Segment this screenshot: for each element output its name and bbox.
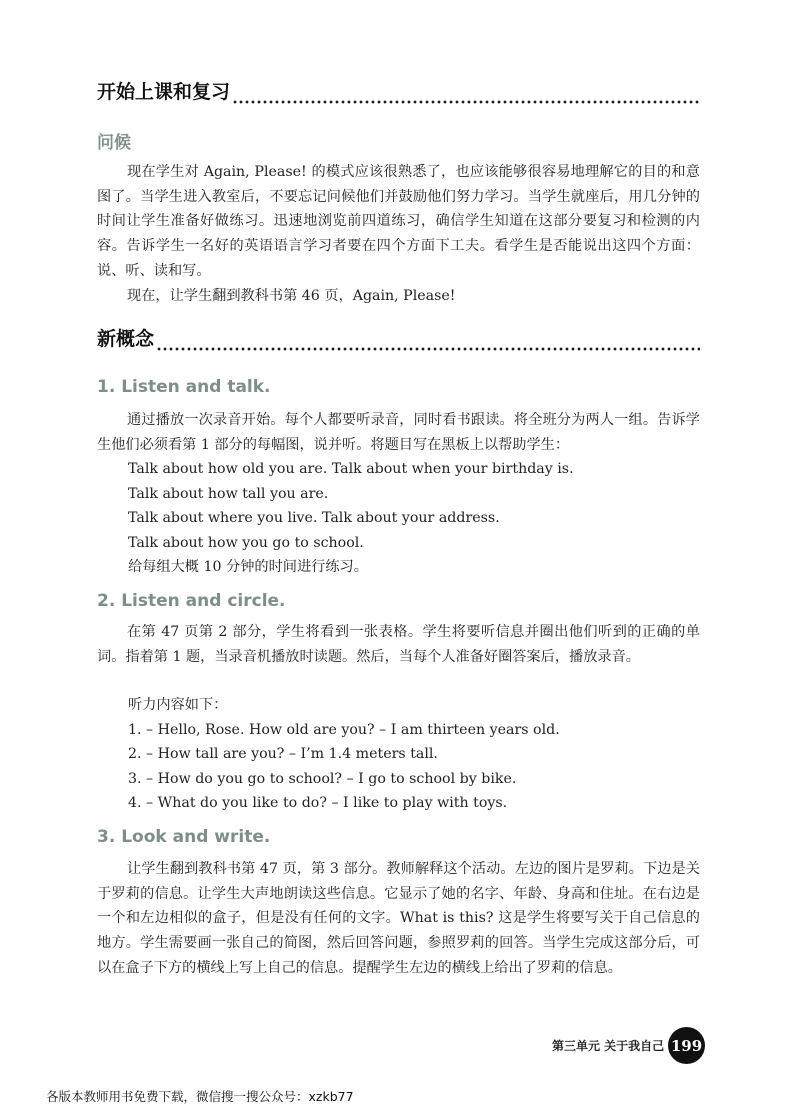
- paragraph-greeting: 现在学生对 Again, Please! 的模式应该很熟悉了，也应该能够很容易地理解它的目的和意图了。当学生进入教室后，不要忘记问候他们并鼓励他们努力学习。当学生就座后，用几分钟的时间让学生准备好做练习。迅速地浏览前四道练习，确信学生知道在这部分要复习和检测的内容。告诉学生一名好的英语语言学习者要在四个方面下工夫。看学生是否能说出这四个方面：说、听、读和写。: [97, 164, 700, 279]
- list-item: Talk about where you live. Talk about your address.: [128, 510, 500, 526]
- section-title-new-concepts: [97, 330, 700, 351]
- dotted-rule: [156, 347, 700, 351]
- list-item: 3. – How do you go to school? – I go to school by bike.: [128, 771, 517, 787]
- list-item: Talk about how you go to school.: [128, 535, 364, 551]
- section-title-start-and-review: [97, 83, 700, 104]
- list-item: 4. – What do you like to do? – I like to play with toys.: [128, 795, 508, 811]
- page-number: 199: [670, 1036, 703, 1055]
- dotted-rule: [232, 100, 700, 104]
- list-item: 1. – Hello, Rose. How old are you? – I am thirteen years old.: [128, 722, 560, 738]
- unit-label: 第三单元 关于我自己: [552, 1039, 665, 1053]
- heading-listen-and-talk: 1. Listen and talk.: [97, 377, 271, 397]
- paragraph-listen-and-circle: 在第 47 页第 2 部分，学生将看到一张表格。学生将要听信息并圈出他们听到的正确的单词。指着第 1 题，当录音机播放时读题。然后，当每个人准备好圈答案后，播放录音。: [97, 624, 700, 665]
- heading-listen-and-circle: 2. Listen and circle.: [97, 591, 286, 611]
- page-number-badge: [668, 1027, 705, 1064]
- heading-look-and-write: 3. Look and write.: [97, 827, 271, 847]
- section-title-text: 开始上课和复习: [97, 81, 231, 103]
- section-title-text: 新概念: [97, 328, 155, 350]
- paragraph-listen-and-talk: 通过播放一次录音开始。每个人都要听录音，同时看书跟读。将全班分为两人一组。告诉学生他们必须看第 1 部分的每幅图，说并听。将题目写在黑板上以帮助学生：: [97, 412, 700, 453]
- subtitle-greeting: 问候: [97, 133, 131, 153]
- list-item: 2. – How tall are you? – I’m 1.4 meters tall.: [128, 746, 438, 762]
- list-item: 给每组大概 10 分钟的时间进行练习。: [128, 559, 368, 575]
- watermark-text: 各版本教师用书免费下载，微信搜一搜公众号：xzkb77: [46, 1089, 354, 1104]
- paragraph-turn-to-page: 现在，让学生翻到教科书第 46 页，Again, Please!: [127, 288, 456, 304]
- paragraph-look-and-write: 让学生翻到教科书第 47 页，第 3 部分。教师解释这个活动。左边的图片是罗莉。下边是关于罗莉的信息。让学生大声地朗读这些信息。它显示了她的名字、年龄、身高和住址。在右边是一个和左边相似的盒子，但是没有任何的文字。What is this? 这是学生将要写关于自己信息的地方。学生需要画一张自己的简图，然后回答问题，参照罗莉的回答。当学生完成这部分后，可以在盒子下方的横线上写上自己的信息。提醒学生左边的横线上给出了罗莉的信息。: [97, 861, 700, 976]
- list-item: 听力内容如下：: [128, 697, 228, 713]
- list-item: Talk about how old you are. Talk about when your birthday is.: [128, 461, 574, 477]
- list-item: Talk about how tall you are.: [128, 486, 329, 502]
